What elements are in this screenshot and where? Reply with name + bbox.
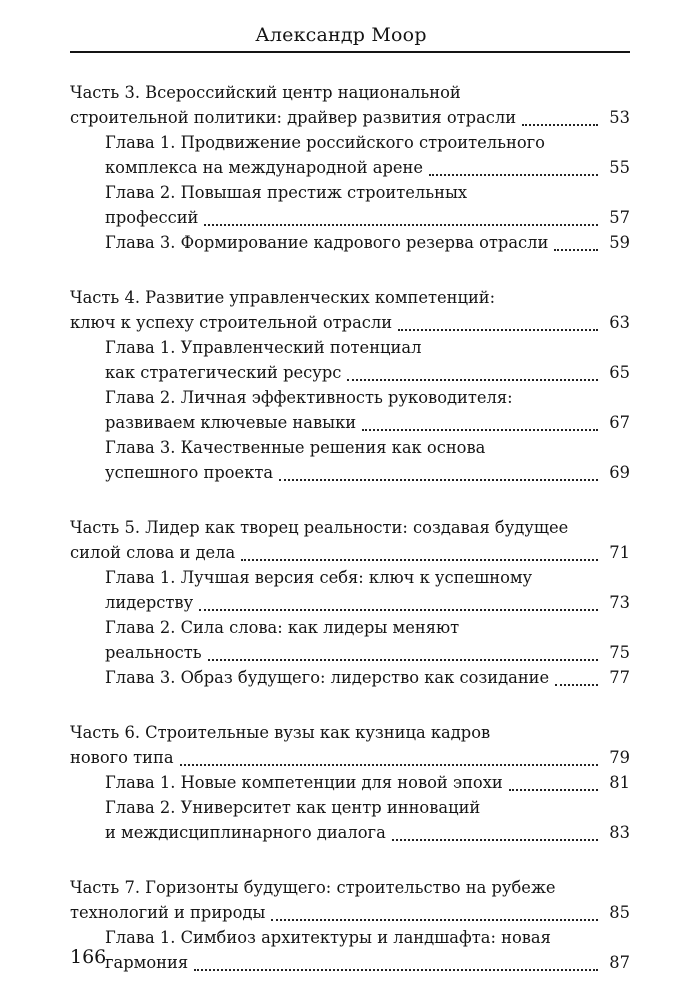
- chapter-page-number: 77: [609, 668, 630, 687]
- toc-part-line: [70, 720, 630, 745]
- chapter-title-text: Глава 3. Формирование кадрового резерва отрасли: [105, 233, 549, 252]
- chapter-title-text: Глава 2. Повышая престиж строительных: [105, 183, 468, 202]
- toc-part-line: [70, 540, 630, 565]
- toc-chapter-line: [70, 155, 630, 180]
- chapter-title-text: Глава 3. Качественные решения как основа: [105, 438, 486, 457]
- chapter-page-number: 87: [609, 953, 630, 972]
- dot-leader: [554, 249, 598, 251]
- chapter-title-text: Глава 1. Симбиоз архитектуры и ландшафта: новая: [105, 928, 551, 947]
- toc-chapter-line: [70, 230, 630, 255]
- page-number: 166: [70, 946, 107, 968]
- toc-chapter-line: [70, 565, 630, 590]
- part-title-text: технологий и природы: [70, 903, 266, 922]
- chapter-title-text: Глава 2. Личная эффективность руководителя:: [105, 388, 513, 407]
- dot-leader: [429, 174, 598, 176]
- chapter-title-text: как стратегический ресурс: [105, 363, 342, 382]
- toc-chapter-line: [70, 925, 630, 950]
- dot-leader: [279, 479, 598, 481]
- chapter-title-text: Глава 1. Новые компетенции для новой эпохи: [105, 773, 503, 792]
- toc-part-line: [70, 310, 630, 335]
- dot-leader: [347, 379, 598, 381]
- toc-chapter-line: [70, 335, 630, 360]
- chapter-page-number: 55: [609, 158, 630, 177]
- dot-leader: [398, 329, 598, 331]
- chapter-title-text: Глава 1. Продвижение российского строительного: [105, 133, 545, 152]
- dot-leader: [180, 764, 598, 766]
- chapter-page-number: 83: [609, 823, 630, 842]
- toc-part: [70, 720, 630, 845]
- toc-chapter-line: [70, 435, 630, 460]
- toc-part-line: [70, 105, 630, 130]
- chapter-page-number: 67: [609, 413, 630, 432]
- toc-chapter-line: [70, 130, 630, 155]
- part-page-number: 63: [609, 313, 630, 332]
- part-title-text: Часть 4. Развитие управленческих компетенций:: [70, 288, 496, 307]
- dot-leader: [522, 124, 598, 126]
- toc-chapter-line: [70, 665, 630, 690]
- part-page-number: 79: [609, 748, 630, 767]
- toc-part-line: [70, 80, 630, 105]
- running-header-author: Александр Моор: [255, 24, 427, 46]
- toc-chapter-line: [70, 460, 630, 485]
- chapter-title-text: гармония: [105, 953, 189, 972]
- dot-leader: [362, 429, 598, 431]
- dot-leader: [241, 559, 598, 561]
- part-title-text: Часть 3. Всероссийский центр национальной: [70, 83, 461, 102]
- chapter-page-number: 81: [609, 773, 630, 792]
- chapter-title-text: успешного проекта: [105, 463, 274, 482]
- chapter-page-number: 57: [609, 208, 630, 227]
- toc-chapter-line: [70, 640, 630, 665]
- part-title-text: нового типа: [70, 748, 174, 767]
- toc-part-line: [70, 515, 630, 540]
- toc-chapter-line: [70, 615, 630, 640]
- toc-chapter-line: [70, 795, 630, 820]
- toc-chapter-line: [70, 360, 630, 385]
- toc-part: [70, 515, 630, 690]
- toc-part: [70, 80, 630, 255]
- dot-leader: [555, 684, 598, 686]
- table-of-contents: [70, 80, 630, 1005]
- part-title-text: Часть 5. Лидер как творец реальности: создавая будущее: [70, 518, 569, 537]
- toc-chapter-line: [70, 820, 630, 845]
- chapter-title-text: и междисциплинарного диалога: [105, 823, 386, 842]
- part-title-text: строительной политики: драйвер развития отрасли: [70, 108, 517, 127]
- dot-leader: [194, 969, 598, 971]
- part-page-number: 53: [609, 108, 630, 127]
- toc-part: [70, 875, 630, 975]
- dot-leader: [199, 609, 598, 611]
- chapter-page-number: 65: [609, 363, 630, 382]
- chapter-page-number: 69: [609, 463, 630, 482]
- chapter-title-text: Глава 1. Управленческий потенциал: [105, 338, 422, 357]
- toc-chapter-line: [70, 410, 630, 435]
- toc-part-line: [70, 285, 630, 310]
- toc-chapter-line: [70, 950, 630, 975]
- chapter-title-text: комплекса на международной арене: [105, 158, 424, 177]
- dot-leader: [208, 659, 598, 661]
- toc-chapter-line: [70, 180, 630, 205]
- chapter-page-number: 73: [609, 593, 630, 612]
- part-title-text: силой слова и дела: [70, 543, 236, 562]
- chapter-page-number: 75: [609, 643, 630, 662]
- chapter-title-text: реальность: [105, 643, 202, 662]
- part-title-text: Часть 7. Горизонты будущего: строительство на рубеже: [70, 878, 556, 897]
- chapter-page-number: 59: [609, 233, 630, 252]
- toc-part-line: [70, 875, 630, 900]
- toc-chapter-line: [70, 590, 630, 615]
- chapter-title-text: лидерству: [105, 593, 194, 612]
- header-rule: [70, 51, 630, 53]
- toc-part-line: [70, 745, 630, 770]
- chapter-title-text: развиваем ключевые навыки: [105, 413, 357, 432]
- part-page-number: 85: [609, 903, 630, 922]
- dot-leader: [204, 224, 598, 226]
- part-page-number: 71: [609, 543, 630, 562]
- toc-chapter-line: [70, 385, 630, 410]
- chapter-title-text: профессий: [105, 208, 199, 227]
- dot-leader: [271, 919, 598, 921]
- toc-chapter-line: [70, 770, 630, 795]
- dot-leader: [392, 839, 598, 841]
- chapter-title-text: Глава 1. Лучшая версия себя: ключ к успешному: [105, 568, 533, 587]
- part-title-text: ключ к успеху строительной отрасли: [70, 313, 393, 332]
- part-title-text: Часть 6. Строительные вузы как кузница кадров: [70, 723, 491, 742]
- dot-leader: [509, 789, 598, 791]
- chapter-title-text: Глава 2. Сила слова: как лидеры меняют: [105, 618, 460, 637]
- chapter-title-text: Глава 2. Университет как центр инноваций: [105, 798, 481, 817]
- toc-part: [70, 285, 630, 485]
- chapter-title-text: Глава 3. Образ будущего: лидерство как созидание: [105, 668, 550, 687]
- toc-part-line: [70, 900, 630, 925]
- toc-chapter-line: [70, 205, 630, 230]
